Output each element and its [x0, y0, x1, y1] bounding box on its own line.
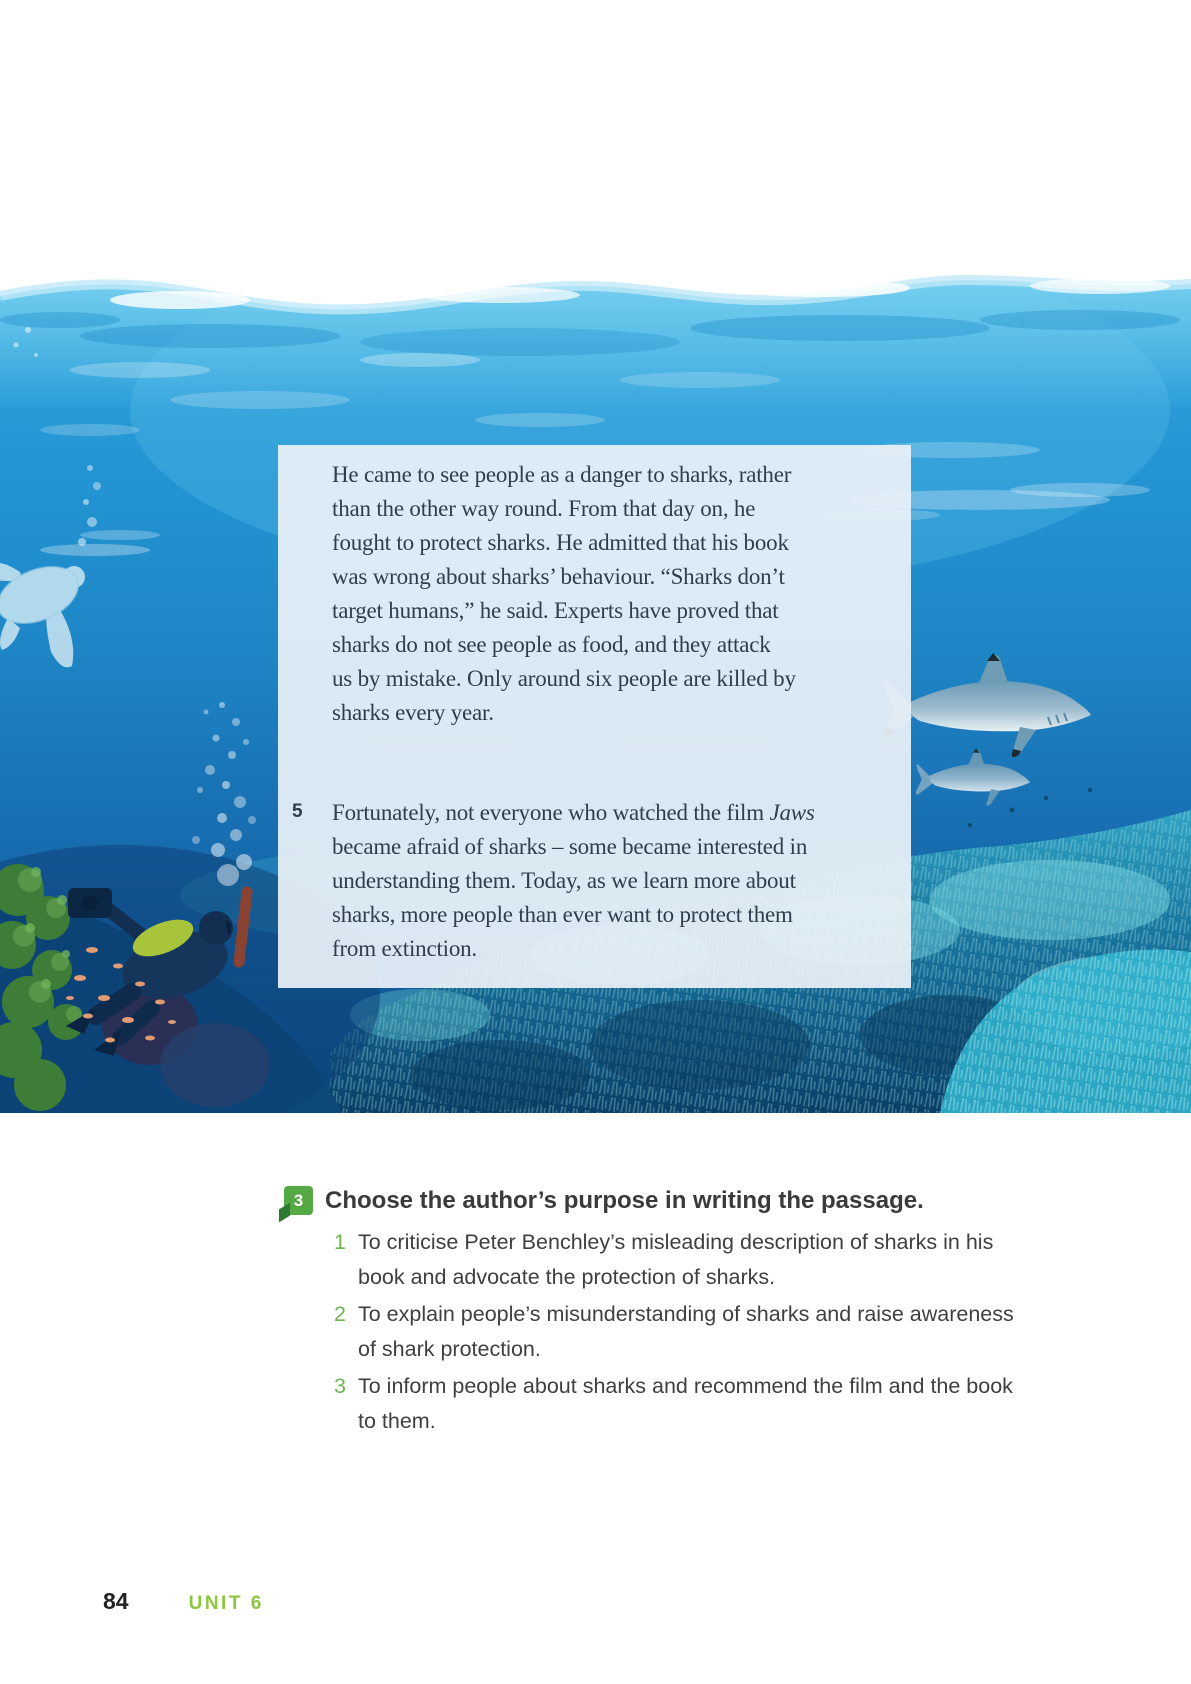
answer-option-1: [334, 1225, 1032, 1295]
exercise-number-badge: 3: [284, 1186, 313, 1215]
exercise-heading: [284, 1186, 1032, 1215]
exercise-title: Choose the author’s purpose in writing the passage.: [325, 1186, 924, 1214]
unit-label: UNIT 6: [188, 1593, 264, 1614]
paragraph-number-spacer: [278, 458, 332, 730]
water-surface: [0, 250, 1191, 410]
option-number: 2: [334, 1302, 346, 1326]
film-title-italic: Jaws: [769, 800, 815, 825]
underwater-photo: [0, 250, 1191, 1113]
exercise-3: [284, 1186, 1032, 1441]
answer-option-3: [334, 1369, 1032, 1439]
option-text: To criticise Peter Benchley’s misleading description of sharks in his book and advocate the protection of sharks.: [358, 1230, 994, 1289]
option-number: 3: [334, 1374, 346, 1398]
paragraph-5-text: [332, 796, 892, 966]
passage-paragraph-4: [278, 458, 911, 730]
page-footer: [103, 1588, 264, 1615]
option-number: 1: [334, 1230, 346, 1254]
paragraph-4-text: He came to see people as a danger to sharks, rather than the other way round. From that day on, he fought to protect sharks. He admitted that his book was wrong about sharks’ behaviour. “Sharks don’t target humans,” he said. Experts have proved that sharks do not see people as food, and they attack us by mistake. Only around six people are killed by sharks every year.: [332, 462, 796, 725]
paragraph-number: 5: [292, 801, 303, 822]
paragraph-5-line1: Fortunately, not everyone who watched the film: [332, 800, 770, 825]
answer-option-2: [334, 1297, 1032, 1367]
reading-passage-panel: [278, 445, 911, 988]
paragraph-5-rest: became afraid of sharks – some became interested in understanding them. Today, as we learn more about sharks, more people than ever want to protect them from extinction.: [332, 834, 808, 961]
answer-options-list: [334, 1225, 1032, 1439]
passage-paragraph-5: [278, 796, 911, 966]
option-text: To inform people about sharks and recommend the film and the book to them.: [358, 1374, 1013, 1433]
page-number: 84: [103, 1588, 129, 1614]
option-text: To explain people’s misunderstanding of sharks and raise awareness of shark protection.: [358, 1302, 1014, 1361]
